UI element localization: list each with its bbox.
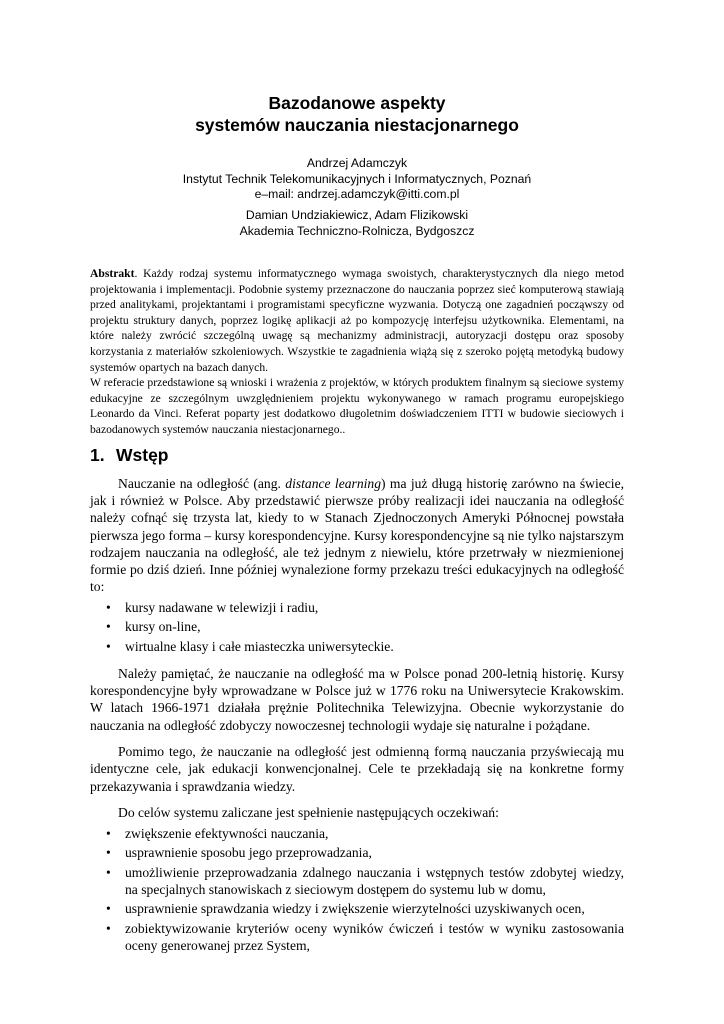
abstract-paragraph-1	[90, 266, 624, 375]
body-paragraph-3: Pomimo tego, że nauczanie na odległość jest odmienną formą nauczania przyświecają mu identyczne cele, jak edukacji konwencjonalnej. Cele te przekładają się na konkretne formy przekazywania i sprawdzania wiedzy.	[90, 744, 624, 794]
list-item	[90, 864, 624, 898]
list-item-text: usprawnienie sprawdzania wiedzy i zwiększenie wierzytelności uzyskiwanych ocen,	[125, 901, 585, 917]
author-email: e–mail: andrzej.adamczyk@itti.com.pl	[254, 187, 460, 201]
list-item	[90, 900, 624, 917]
list-item-text: zwiększenie efektywności nauczania,	[125, 826, 329, 842]
bullet-list-1	[90, 599, 624, 655]
list-item-text: umożliwienie przeprowadzania zdalnego nauczania i wstępnych testów zdobytej wiedzy, na specjalnych stanowiskach z sieciowym dostępem do systemu lub w domu,	[125, 864, 624, 898]
body-paragraph-1	[90, 475, 624, 595]
list-item	[90, 638, 624, 655]
body-paragraph-4: Do celów systemu zaliczane jest spełnienie następujących oczekiwań:	[118, 805, 499, 821]
abstract-text-1: . Każdy rodzaj systemu informatycznego wymaga swoistych, charakterystycznych dla niego metod projektowania i implementacji. Podobnie systemy przeznaczone do nauczania poprzez sieć komputerową stawiają przed analitykami, projektantami i programistami specyficzne wyzwania. Dotyczą one zagadnień począwszy od projektu struktury danych, poprzez logikę aplikacji aż po kompozycję interfejsu użytkownika. Elementami, na które należy zwrócić szczególną uwagę są mechanizmy administracji, autoryzacji dostępu oraz sposoby korzystania z materiałów szkoleniowych. Wszystkie te zagadnienia wiążą się z szeroko pojętą metodyką budowy systemów opartych na bazach danych.	[90, 267, 624, 374]
bullet-icon: •	[106, 920, 111, 936]
author-block-2	[90, 208, 624, 239]
author-affiliation: Akademia Techniczno-Rolnicza, Bydgoszcz	[239, 223, 475, 238]
bullet-icon: •	[106, 864, 111, 880]
title-line-1: Bazodanowe aspekty	[268, 93, 446, 113]
abstract-label: Abstrakt	[90, 267, 135, 280]
list-item	[90, 920, 624, 954]
list-item	[90, 825, 624, 842]
body-paragraph-2: Należy pamiętać, że nauczanie na odległość ma w Polsce ponad 200-letnią historię. Kursy korespondencyjne były wprowadzane w Polsce już w 1776 roku na Uniwersytecie Krakowskim. W latach 1966-1971 działała prężnie Politechnika Telewizyjna. Obecnie wykorzystanie do nauczania na odległość zdobyczy nowoczesnej technologii wydaje się naturalne i pożądane.	[90, 665, 624, 733]
author-name: Andrzej Adamczyk	[306, 156, 408, 170]
list-item-text: usprawnienie sposobu jego przeprowadzania,	[125, 845, 372, 861]
paper-title	[90, 92, 624, 136]
bullet-icon: •	[106, 619, 111, 635]
bullet-icon: •	[106, 901, 111, 917]
list-item	[90, 844, 624, 861]
list-item-text: wirtualne klasy i całe miasteczka uniwersyteckie.	[125, 638, 394, 654]
list-item-text: zobiektywizowanie kryteriów oceny wyników ćwiczeń i testów w wyniku zastosowania oceny generowanej przez System,	[125, 920, 624, 953]
list-item	[90, 599, 624, 616]
italic-term: distance learning	[285, 476, 381, 491]
bullet-icon: •	[106, 826, 111, 842]
bullet-icon: •	[106, 638, 111, 654]
author-names: Damian Undziakiewicz, Adam Flizikowski	[245, 208, 469, 222]
list-item	[90, 618, 624, 635]
abstract-paragraph-2: W referacie przedstawione są wnioski i wrażenia z projektów, w których produktem finalnym są sieciowe systemy edukacyjne ze szczególnym uwzględnieniem projektu wykonywanego w ramach programu europejskiego Leonardo da Vinci. Referat poparty jest dodatkowo długoletnim doświadczeniem ITTI w budowie sieciowych i bazodanowych systemów nauczania niestacjonarnego..	[90, 376, 624, 436]
abstract	[90, 266, 624, 438]
author-block-1	[90, 156, 624, 203]
bullet-list-2	[90, 825, 624, 954]
author-affiliation: Instytut Technik Telekomunikacyjnych i Informatycznych, Poznań	[182, 171, 532, 186]
title-line-2: systemów nauczania niestacjonarnego	[195, 115, 519, 135]
list-item-text: kursy on-line,	[125, 619, 201, 635]
list-item-text: kursy nadawane w telewizji i radiu,	[125, 599, 319, 615]
section-title: Wstęp	[116, 445, 169, 465]
paragraph-text: Nauczanie na odległość (ang.	[118, 476, 286, 491]
section-body	[90, 475, 624, 964]
section-heading	[90, 444, 169, 466]
paragraph-text: ) ma już długą historię zarówno na świecie, jak i również w Polsce. Aby przedstawić pierwsze próby realizacji idei nauczania na odległość należy cofnąć się trzysta lat, kiedy to w Stanach Zjednoczonych Ameryki Północnej powstała pierwsza jego forma – kursy korespondencyjne. Kursy korespondencyjne są nie tylko najstarszym rodzajem nauczania na odległość, ale też jednym z niewielu, które przetrwały w niezmienionej formie po dziś dzień. Inne później wynalezione formy przekazu treści edukacyjnych na odległość to:	[90, 476, 624, 595]
bullet-icon: •	[106, 599, 111, 615]
section-number: 1.	[90, 445, 105, 465]
bullet-icon: •	[106, 845, 111, 861]
